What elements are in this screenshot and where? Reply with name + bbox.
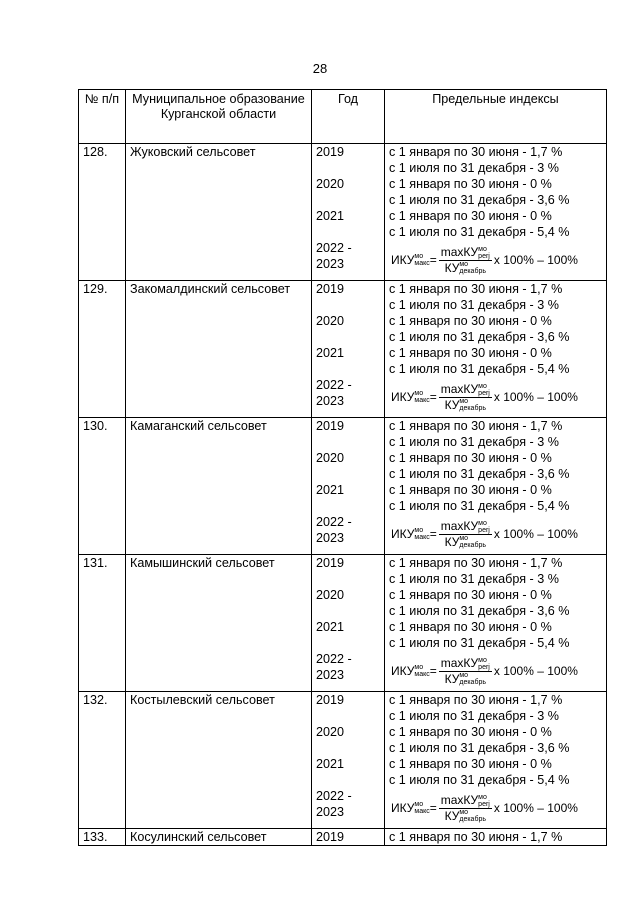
formula-fraction	[439, 245, 492, 276]
formula-eq: =	[429, 527, 437, 541]
year-label: 2021	[316, 620, 345, 634]
header-indices: Предельные индексы	[385, 90, 607, 144]
formula-den: КУ	[444, 808, 460, 823]
index-line: с 1 января по 30 июня - 0 %	[389, 314, 552, 328]
index-line: с 1 января по 30 июня - 1,7 %	[389, 693, 563, 707]
formula-num-sup: мо	[478, 519, 487, 527]
formula-lhs: ИКУ	[391, 664, 415, 678]
municipality-name: Костылевский сельсовет	[126, 692, 312, 829]
row-number: 131.	[79, 555, 126, 692]
formula-fraction	[439, 793, 492, 824]
index-line: с 1 июля по 31 декабря - 5,4 %	[389, 773, 570, 787]
formula-lhs-sup: мо	[414, 390, 424, 397]
municipality-name: Косулинский сельсовет	[126, 829, 312, 846]
indices-cell	[385, 555, 607, 692]
formula-num: maxКУ	[440, 655, 479, 670]
index-line: с 1 июля по 31 декабря - 3 %	[389, 709, 559, 723]
index-line: с 1 января по 30 июня - 0 %	[389, 620, 552, 634]
formula-den-sub: декабрь	[459, 405, 486, 413]
formula-den-sup: мо	[459, 672, 469, 680]
indices-cell	[385, 829, 607, 846]
formula-num-sub: perj	[478, 800, 490, 808]
table-header-row	[79, 90, 607, 144]
index-line: с 1 января по 30 июня - 1,7 %	[389, 419, 563, 433]
years-cell	[312, 144, 385, 281]
index-line: с 1 июля по 31 декабря - 5,4 %	[389, 362, 570, 376]
index-line: с 1 января по 30 июня - 1,7 %	[389, 556, 563, 570]
index-formula	[389, 651, 606, 691]
page-number: 28	[312, 61, 328, 76]
formula-tail: x 100% – 100%	[493, 664, 578, 678]
index-line: с 1 января по 30 июня - 0 %	[389, 757, 552, 771]
index-line: с 1 июля по 31 декабря - 3,6 %	[389, 467, 570, 481]
year-label: 2019	[316, 830, 345, 844]
years-cell	[312, 555, 385, 692]
year-label: 2019	[316, 282, 345, 296]
formula-eq: =	[429, 664, 437, 678]
header-num: № п/п	[79, 90, 126, 144]
index-line: с 1 июля по 31 декабря - 5,4 %	[389, 636, 570, 650]
municipality-name: Жуковский сельсовет	[126, 144, 312, 281]
years-cell	[312, 418, 385, 555]
formula-lhs-sup: мо	[414, 801, 424, 808]
index-line: с 1 января по 30 июня - 0 %	[389, 346, 552, 360]
index-formula	[389, 377, 606, 417]
formula-num-sup: мо	[478, 245, 487, 253]
index-line: с 1 июля по 31 декабря - 3 %	[389, 298, 559, 312]
formula-num: maxКУ	[440, 381, 479, 396]
formula-num-sub: perj	[478, 663, 490, 671]
formula-tail: x 100% – 100%	[493, 527, 578, 541]
year-label: 2019	[316, 693, 345, 707]
formula-den-sup: мо	[459, 261, 469, 269]
index-formula	[389, 514, 606, 554]
indices-cell	[385, 692, 607, 829]
formula-lhs-sub: макс	[414, 808, 430, 815]
index-line: с 1 января по 30 июня - 0 %	[389, 177, 552, 191]
index-line: с 1 января по 30 июня - 1,7 %	[389, 282, 563, 296]
formula-den: КУ	[444, 671, 460, 686]
index-line: с 1 июля по 31 декабря - 3,6 %	[389, 604, 570, 618]
year-label: 2019	[316, 419, 345, 433]
header-year: Год	[312, 90, 385, 144]
year-label: 2022 - 2023	[316, 378, 352, 408]
table-row	[79, 281, 607, 418]
year-label: 2022 - 2023	[316, 652, 352, 682]
formula-den-sup: мо	[459, 535, 469, 543]
formula-lhs-sup: мо	[414, 527, 424, 534]
formula-den: КУ	[444, 397, 460, 412]
years-cell	[312, 692, 385, 829]
index-line: с 1 января по 30 июня - 0 %	[389, 451, 552, 465]
index-line: с 1 июля по 31 декабря - 5,4 %	[389, 499, 570, 513]
formula-tail: x 100% – 100%	[493, 390, 578, 404]
municipality-name: Камышинский сельсовет	[126, 555, 312, 692]
table-row	[79, 829, 607, 846]
formula-tail: x 100% – 100%	[493, 253, 578, 267]
year-label: 2019	[316, 145, 345, 159]
year-label: 2019	[316, 556, 345, 570]
formula-fraction	[439, 656, 492, 687]
index-formula	[389, 788, 606, 828]
index-line: с 1 июля по 31 декабря - 3,6 %	[389, 741, 570, 755]
year-label: 2022 - 2023	[316, 241, 352, 271]
row-number: 128.	[79, 144, 126, 281]
formula-num-sup: мо	[478, 793, 487, 801]
formula-den: КУ	[444, 534, 460, 549]
formula-num: maxКУ	[440, 518, 479, 533]
indices-table	[78, 89, 607, 846]
index-line: с 1 января по 30 июня - 1,7 %	[389, 145, 563, 159]
formula-den: КУ	[444, 260, 460, 275]
formula-den-sup: мо	[459, 398, 469, 406]
year-label: 2021	[316, 483, 345, 497]
year-label: 2021	[316, 346, 345, 360]
year-label: 2020	[316, 314, 345, 328]
table-row	[79, 555, 607, 692]
index-line: с 1 января по 30 июня - 0 %	[389, 209, 552, 223]
table-row	[79, 692, 607, 829]
formula-lhs-sup: мо	[414, 664, 424, 671]
indices-cell	[385, 144, 607, 281]
year-label: 2022 - 2023	[316, 515, 352, 545]
formula-den-sub: декабрь	[459, 268, 486, 276]
formula-lhs: ИКУ	[391, 253, 415, 267]
formula-eq: =	[429, 801, 437, 815]
year-label: 2021	[316, 209, 345, 223]
formula-num-sup: мо	[478, 656, 487, 664]
formula-tail: x 100% – 100%	[493, 801, 578, 815]
formula-num: maxКУ	[440, 244, 479, 259]
municipality-name: Камаганский сельсовет	[126, 418, 312, 555]
year-label: 2020	[316, 177, 345, 191]
index-line: с 1 января по 30 июня - 1,7 %	[389, 830, 563, 844]
index-formula	[389, 240, 606, 280]
index-line: с 1 января по 30 июня - 0 %	[389, 588, 552, 602]
year-label: 2020	[316, 588, 345, 602]
header-municipality: Муниципальное образование Курганской области	[126, 90, 312, 144]
year-label: 2020	[316, 725, 345, 739]
table-row	[79, 418, 607, 555]
index-line: с 1 июля по 31 декабря - 3 %	[389, 572, 559, 586]
index-line: с 1 января по 30 июня - 0 %	[389, 483, 552, 497]
indices-cell	[385, 418, 607, 555]
index-line: с 1 января по 30 июня - 0 %	[389, 725, 552, 739]
years-cell	[312, 829, 385, 846]
formula-lhs-sub: макс	[414, 534, 430, 541]
row-number: 129.	[79, 281, 126, 418]
index-line: с 1 июля по 31 декабря - 3,6 %	[389, 193, 570, 207]
table-body	[79, 144, 607, 846]
years-cell	[312, 281, 385, 418]
formula-fraction	[439, 382, 492, 413]
formula-lhs: ИКУ	[391, 801, 415, 815]
formula-num-sub: perj	[478, 252, 490, 260]
row-number: 130.	[79, 418, 126, 555]
formula-num: maxКУ	[440, 792, 479, 807]
index-line: с 1 июля по 31 декабря - 3 %	[389, 161, 559, 175]
index-line: с 1 июля по 31 декабря - 3,6 %	[389, 330, 570, 344]
index-line: с 1 июля по 31 декабря - 5,4 %	[389, 225, 570, 239]
formula-den-sub: декабрь	[459, 679, 486, 687]
year-label: 2020	[316, 451, 345, 465]
formula-eq: =	[429, 253, 437, 267]
formula-num-sub: perj	[478, 389, 490, 397]
formula-eq: =	[429, 390, 437, 404]
formula-lhs-sub: макс	[414, 671, 430, 678]
formula-den-sup: мо	[459, 809, 469, 817]
formula-den-sub: декабрь	[459, 816, 486, 824]
formula-fraction	[439, 519, 492, 550]
row-number: 133.	[79, 829, 126, 846]
table-row	[79, 144, 607, 281]
formula-lhs-sup: мо	[414, 253, 424, 260]
formula-lhs-sub: макс	[414, 397, 430, 404]
formula-den-sub: декабрь	[459, 542, 486, 550]
formula-lhs: ИКУ	[391, 390, 415, 404]
formula-num-sub: perj	[478, 526, 490, 534]
index-line: с 1 июля по 31 декабря - 3 %	[389, 435, 559, 449]
year-label: 2021	[316, 757, 345, 771]
formula-lhs: ИКУ	[391, 527, 415, 541]
municipality-name: Закомалдинский сельсовет	[126, 281, 312, 418]
year-label: 2022 - 2023	[316, 789, 352, 819]
row-number: 132.	[79, 692, 126, 829]
formula-lhs-sub: макс	[414, 260, 430, 267]
indices-cell	[385, 281, 607, 418]
formula-num-sup: мо	[478, 382, 487, 390]
